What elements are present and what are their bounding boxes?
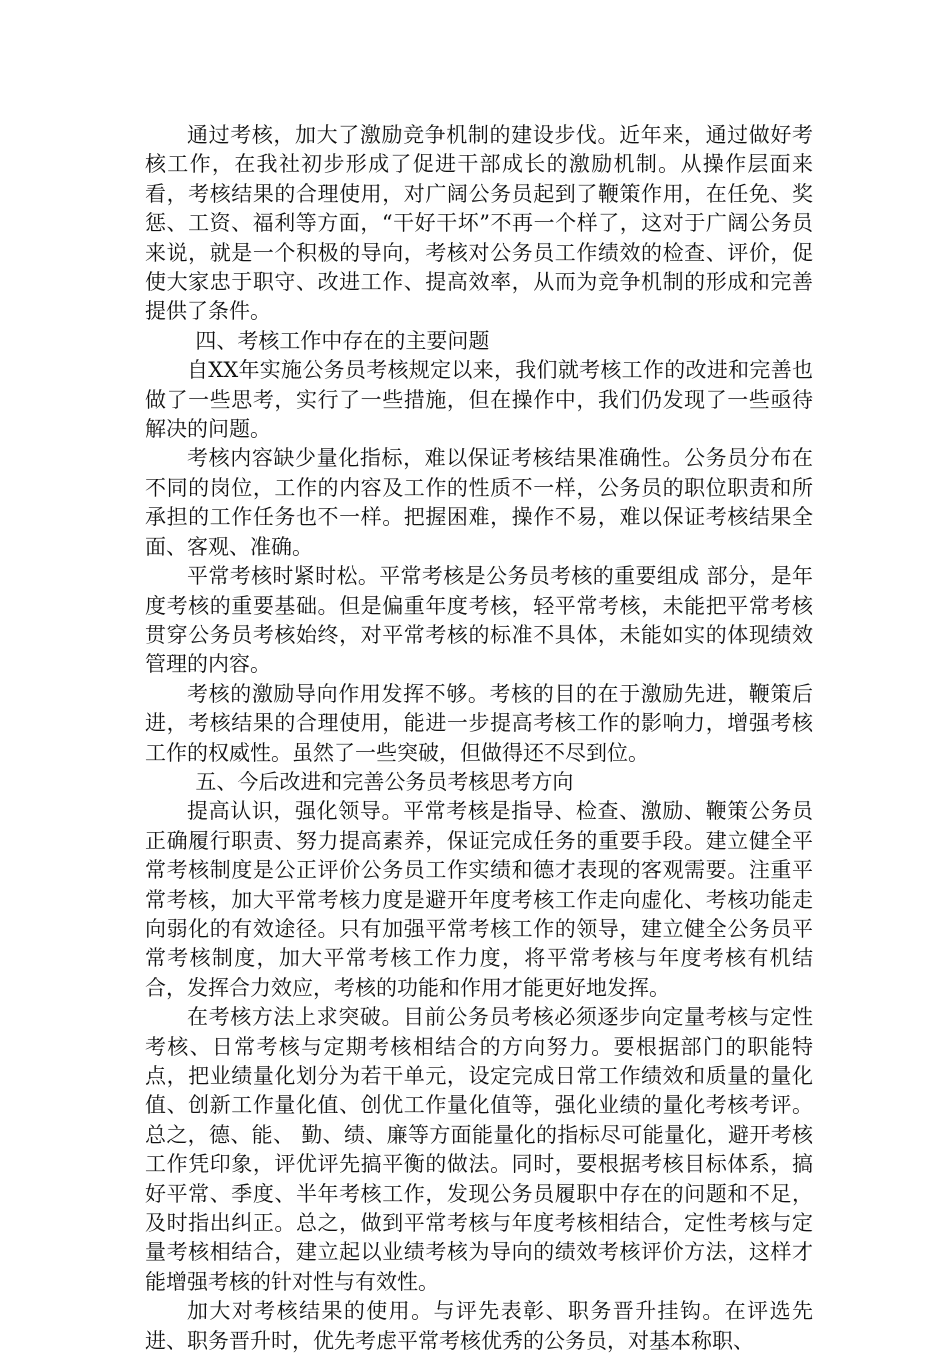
paragraph-lack-quantified-indicators: 考核内容缺少量化指标，难以保证考核结果准确性。公务员分布在不同的岗位，工作的内容及工作的性质不一样，公务员的职位职责和所承担的工作任务也不一样。把握困难，操作不易，难以保证考核结果全面、客观、准确。	[145, 446, 813, 559]
paragraph-regular-assessment-inconsistent: 平常考核时紧时松。平常考核是公务员考核的重要组成 部分，是年度考核的重要基础。但是偏重年度考核，轻平常考核，未能把平常考核贯穿公务员考核始终，对平常考核的标准不具体，未能如实的体现绩效管理的内容。	[145, 564, 813, 677]
paragraph-incentive-insufficient: 考核的激励导向作用发挥不够。考核的目的在于激励先进，鞭策后进，考核结果的合理使用，能进一步提高考核工作的影响力，增强考核工作的权威性。虽然了一些突破，但做得还不尽到位。	[145, 681, 813, 765]
paragraph-use-of-results: 加大对考核结果的使用。与评先表彰、职务晋升挂钩。在评选先进、职务晋升时，优先考虑平常考核优秀的公务员，对基本称职、	[145, 1299, 813, 1353]
document-body	[145, 121, 813, 1356]
paragraph-method-breakthrough: 在考核方法上求突破。目前公务员考核必须逐步向定量考核与定性考核、日常考核与定期考核相结合的方向努力。要根据部门的职能特点，把业绩量化划分为若干单元，设定完成日常工作绩效和质量的量化值、创新工作量化值、创优工作量化值等，强化业绩的量化考核考评。总之，德、能、 勤、绩、廉等方面能量化的指标尽可能量化，避开考核工作凭印象，评优评先搞平衡的做法。同时，要根据考核目标体系，搞好平常、季度、半年考核工作，发现公务员履职中存在的问题和不足，及时指出纠正。总之，做到平常考核与年度考核相结合，定性考核与定量考核相结合，建立起以业绩考核为导向的绩效考核评价方法，这样才能增强考核的针对性与有效性。	[145, 1005, 813, 1294]
paragraph-problems-intro: 自XX年实施公务员考核规定以来，我们就考核工作的改进和完善也做了一些思考，实行了一些措施，但在操作中，我们仍发现了一些亟待解决的问题。	[145, 358, 813, 442]
paragraph-incentive-mechanism: 通过考核，加大了激励竞争机制的建设步伐。近年来，通过做好考核工作，在我社初步形成了促进干部成长的激励机制。从操作层面来看，考核结果的合理使用，对广阔公务员起到了鞭策作用，在任免、奖惩、工资、福利等方面，“干好干坏”不再一个样了，这对于广阔公务员来说，就是一个积极的导向，考核对公务员工作绩效的检查、评价，促使大家忠于职守、改进工作、提高效率，从而为竞争机制的形成和完善提供了条件。	[145, 123, 813, 324]
paragraph-strengthen-leadership: 提高认识，强化领导。平常考核是指导、检查、激励、鞭策公务员正确履行职责、努力提高素养，保证完成任务的重要手段。建立健全平常考核制度是公正评价公务员工作实绩和德才表现的客观需要。注重平常考核，加大平常考核力度是避开年度考核工作走向虚化、考核功能走向弱化的有效途径。只有加强平常考核工作的领导，建立健全公务员平常考核制度，加大平常考核工作力度，将平常考核与年度考核有机结合，发挥合力效应，考核的功能和作用才能更好地发挥。	[145, 799, 813, 1000]
section-heading-improvement-direction: 五、今后改进和完善公务员考核思考方向	[195, 769, 574, 794]
section-heading-main-problems: 四、考核工作中存在的主要问题	[195, 328, 490, 353]
